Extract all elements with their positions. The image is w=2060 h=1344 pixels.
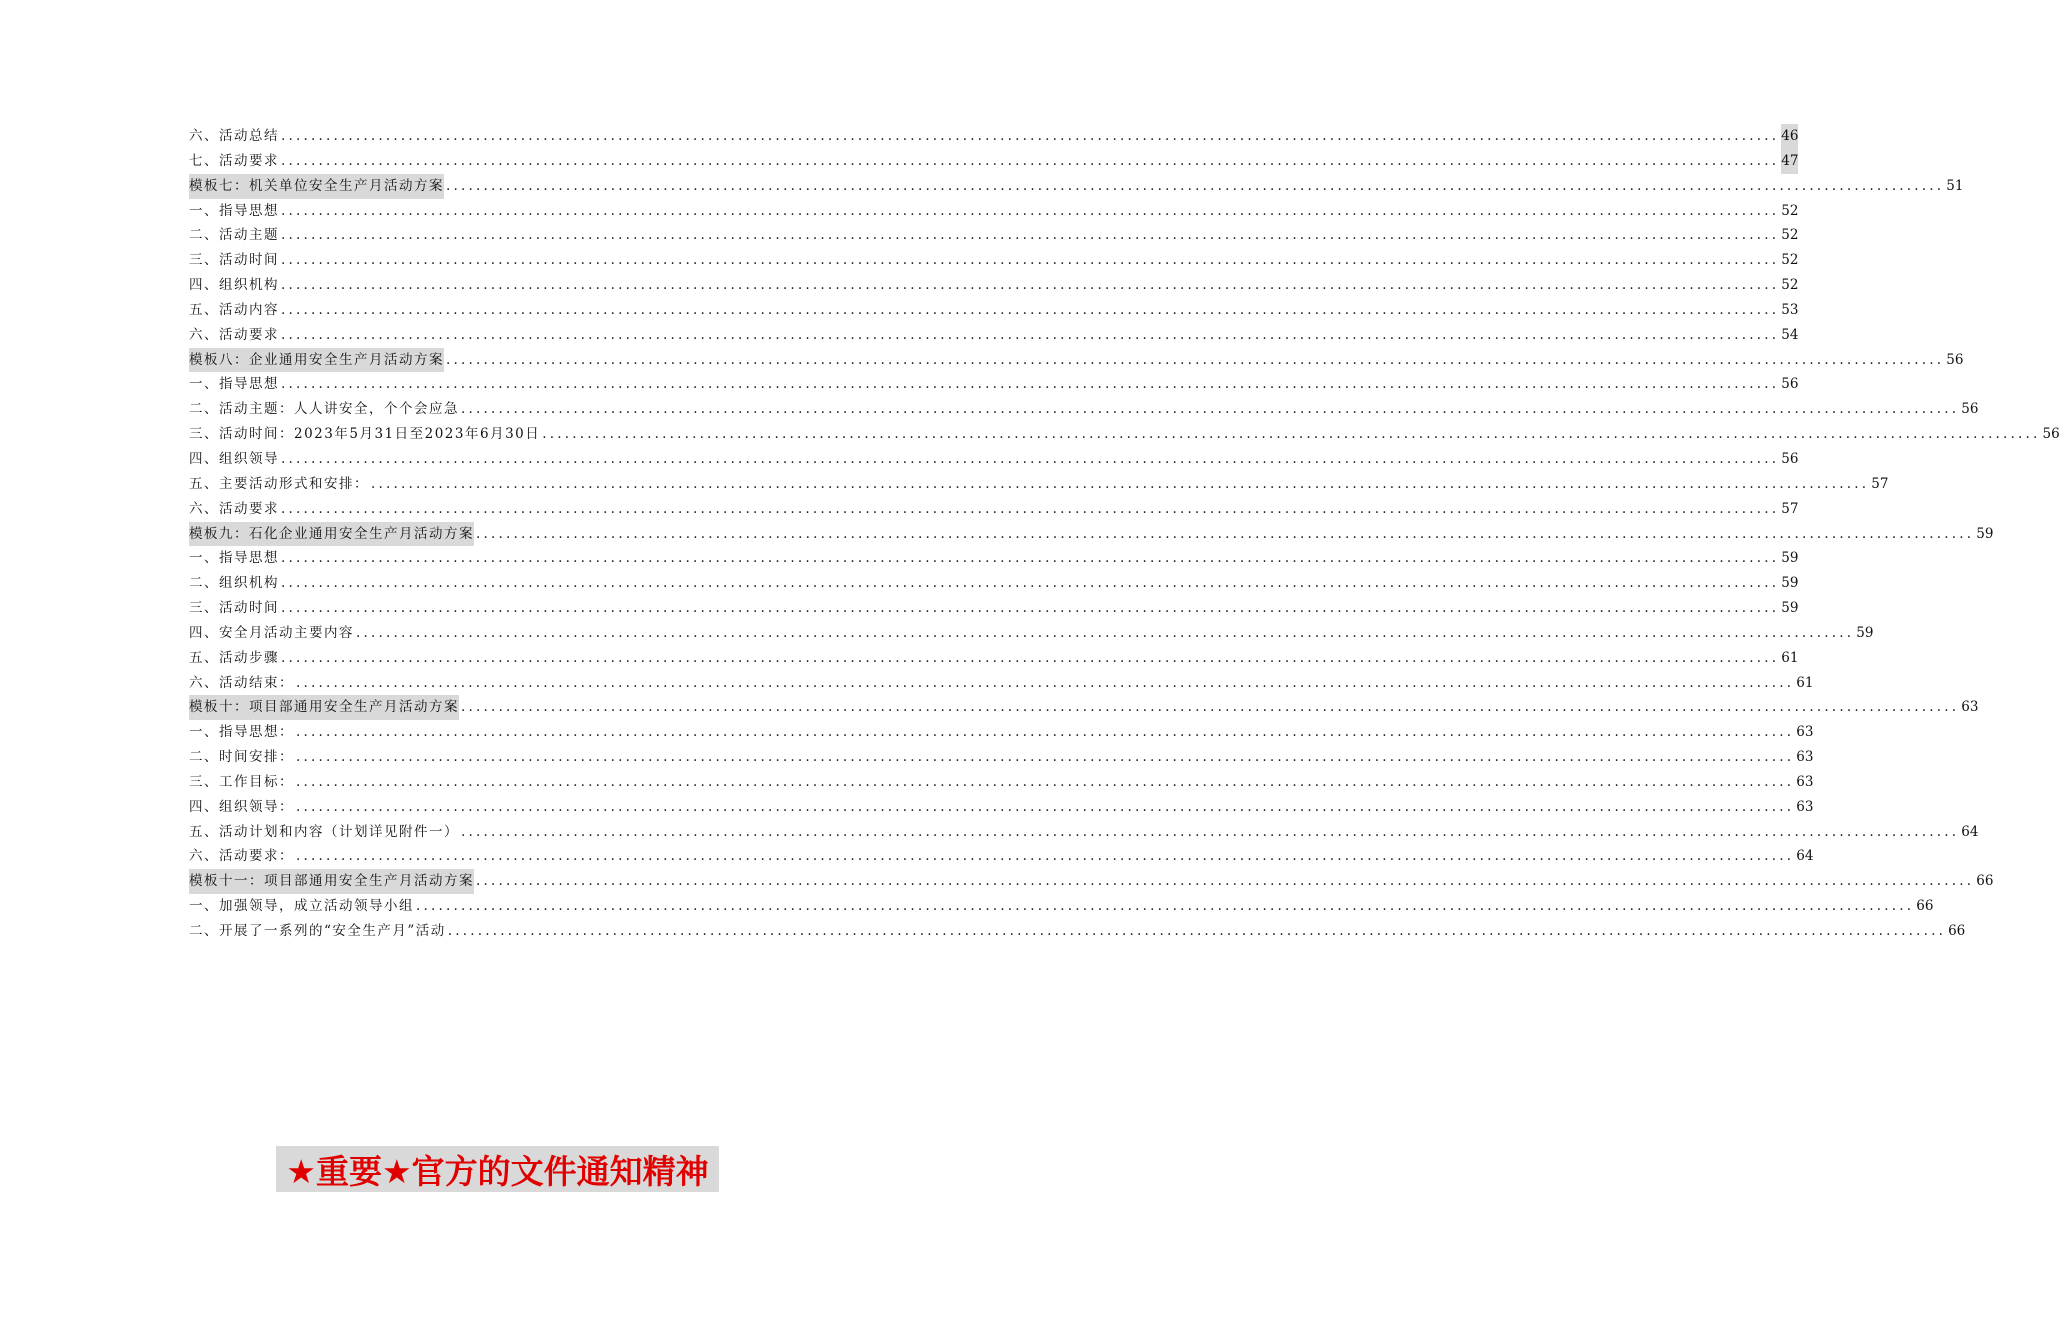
toc-dot-leader: ........................................................................................................................................................................................................ bbox=[446, 351, 1945, 368]
toc-entry-title: 五、主要活动形式和安排： bbox=[189, 475, 369, 492]
toc-dot-leader: ........................................................................................................................................................................................................ bbox=[371, 475, 1870, 492]
toc-dot-leader: ........................................................................................................................................................................................................ bbox=[476, 525, 1975, 542]
toc-dot-leader: ........................................................................................................................................................................................................ bbox=[461, 699, 1960, 716]
toc-entry-title: 二、时间安排： bbox=[189, 749, 294, 766]
toc-entry-title: 模板十：项目部通用安全生产月活动方案 bbox=[189, 695, 459, 720]
toc-entry-title: 模板七：机关单位安全生产月活动方案 bbox=[189, 174, 444, 199]
toc-page-number: 59 bbox=[1976, 525, 1994, 542]
toc-entry[interactable] bbox=[189, 844, 1814, 869]
toc-entry-title: 一、指导思想 bbox=[189, 550, 279, 567]
toc-entry[interactable] bbox=[189, 422, 2060, 447]
toc-page-number: 52 bbox=[1781, 227, 1799, 244]
toc-page-number: 63 bbox=[1796, 773, 1814, 790]
toc-entry-title: 七、活动要求 bbox=[189, 152, 279, 169]
toc-entry[interactable] bbox=[189, 546, 1799, 571]
toc-entry-title: 五、活动步骤 bbox=[189, 649, 279, 666]
toc-page-number: 47 bbox=[1781, 149, 1798, 174]
toc-page-number: 66 bbox=[1976, 873, 1994, 890]
toc-entry[interactable] bbox=[189, 472, 1889, 497]
toc-entry-title: 三、工作目标： bbox=[189, 773, 294, 790]
toc-page-number: 52 bbox=[1781, 277, 1799, 294]
toc-page-number: 64 bbox=[1961, 823, 1979, 840]
toc-page-number: 56 bbox=[2042, 426, 2060, 443]
toc-dot-leader: ........................................................................................................................................................................................................ bbox=[281, 301, 1780, 318]
toc-page-number: 51 bbox=[1946, 177, 1964, 194]
toc-entry-title: 三、活动时间：2023年5月31日至2023年6月30日 bbox=[189, 426, 541, 443]
toc-entry-title: 六、活动总结 bbox=[189, 128, 279, 144]
toc-entry-title: 一、指导思想 bbox=[189, 202, 279, 219]
toc-entry[interactable] bbox=[189, 646, 1799, 671]
toc-page-number: 52 bbox=[1781, 202, 1799, 219]
toc-page-number: 52 bbox=[1781, 252, 1799, 269]
toc-entry[interactable] bbox=[189, 919, 1966, 944]
toc-entry[interactable] bbox=[189, 745, 1814, 770]
toc-entry[interactable] bbox=[189, 199, 1799, 224]
toc-page-number: 56 bbox=[1946, 351, 1964, 368]
toc-page-number: 53 bbox=[1781, 301, 1799, 318]
toc-entry[interactable] bbox=[189, 298, 1799, 323]
toc-dot-leader: ........................................................................................................................................................................................................ bbox=[461, 401, 1960, 418]
toc-dot-leader: ........................................................................................................................................................................................................ bbox=[416, 898, 1915, 915]
toc-dot-leader: ........................................................................................................................................................................................................ bbox=[461, 823, 1960, 840]
toc-entry[interactable] bbox=[189, 149, 1799, 174]
toc-dot-leader: ........................................................................................................................................................................................................ bbox=[281, 227, 1780, 244]
toc-page-number: 57 bbox=[1871, 475, 1889, 492]
toc-dot-leader: ........................................................................................................................................................................................................ bbox=[356, 624, 1855, 641]
toc-section-heading[interactable] bbox=[189, 695, 1979, 720]
toc-dot-leader: ........................................................................................................................................................................................................ bbox=[447, 923, 1947, 939]
toc-page-number: 63 bbox=[1796, 724, 1814, 741]
toc-page-number: 61 bbox=[1781, 649, 1799, 666]
toc-section-heading[interactable] bbox=[189, 348, 1964, 373]
toc-entry-title: 三、活动时间 bbox=[189, 252, 279, 269]
toc-entry-title: 六、活动要求： bbox=[189, 848, 294, 865]
toc-entry-title: 六、活动要求 bbox=[189, 500, 279, 517]
toc-entry-title: 一、指导思想： bbox=[189, 724, 294, 741]
toc-dot-leader: ........................................................................................................................................................................................................ bbox=[281, 550, 1780, 567]
toc-page-number: 63 bbox=[1796, 749, 1814, 766]
important-notice-banner: ★重要★官方的文件通知精神 bbox=[276, 1146, 719, 1192]
toc-page-number: 59 bbox=[1781, 550, 1799, 567]
toc-entry[interactable] bbox=[189, 447, 1799, 472]
toc-dot-leader: ........................................................................................................................................................................................................ bbox=[296, 848, 1795, 865]
toc-section-heading[interactable] bbox=[189, 522, 1994, 547]
toc-page-number: 56 bbox=[1781, 376, 1799, 393]
toc-entry-title: 五、活动内容 bbox=[189, 301, 279, 318]
toc-entry-title: 模板九：石化企业通用安全生产月活动方案 bbox=[189, 522, 474, 547]
toc-page-number: 59 bbox=[1781, 600, 1799, 617]
toc-entry[interactable] bbox=[189, 671, 1814, 696]
toc-page-number: 54 bbox=[1781, 326, 1799, 343]
toc-dot-leader: ........................................................................................................................................................................................................ bbox=[281, 277, 1780, 294]
toc-section-heading[interactable] bbox=[189, 174, 1964, 199]
toc-dot-leader: ........................................................................................................................................................................................................ bbox=[281, 252, 1780, 269]
toc-dot-leader: ........................................................................................................................................................................................................ bbox=[281, 152, 1780, 169]
table-of-contents bbox=[189, 124, 2060, 944]
toc-dot-leader: ........................................................................................................................................................................................................ bbox=[296, 674, 1795, 691]
toc-entry[interactable] bbox=[189, 397, 1979, 422]
toc-entry[interactable] bbox=[189, 372, 1799, 397]
toc-entry-title: 四、组织领导： bbox=[189, 798, 294, 815]
toc-entry-title: 模板十一：项目部通用安全生产月活动方案 bbox=[189, 869, 474, 894]
toc-entry-title: 六、活动结束： bbox=[189, 674, 294, 691]
toc-entry[interactable] bbox=[189, 894, 1934, 919]
toc-entry-title: 二、开展了一系列的“安全生产月”活动 bbox=[189, 923, 446, 939]
toc-page-number: 63 bbox=[1796, 798, 1814, 815]
toc-page-number: 59 bbox=[1856, 624, 1874, 641]
toc-page-number: 63 bbox=[1961, 699, 1979, 716]
toc-entry-title: 五、活动计划和内容（计划详见附件一） bbox=[189, 823, 459, 840]
toc-page-number: 66 bbox=[1916, 898, 1934, 915]
toc-entry-title: 四、组织领导 bbox=[189, 450, 279, 467]
toc-dot-leader: ........................................................................................................................................................................................................ bbox=[281, 326, 1780, 343]
toc-page-number: 64 bbox=[1796, 848, 1814, 865]
toc-entry[interactable] bbox=[189, 124, 1799, 149]
toc-entry[interactable] bbox=[189, 720, 1814, 745]
toc-entry-title: 六、活动要求 bbox=[189, 326, 279, 343]
toc-entry-title: 三、活动时间 bbox=[189, 600, 279, 617]
toc-entry[interactable] bbox=[189, 497, 1799, 522]
toc-page-number: 61 bbox=[1796, 674, 1814, 691]
toc-entry[interactable] bbox=[189, 621, 1874, 646]
toc-dot-leader: ........................................................................................................................................................................................................ bbox=[296, 749, 1795, 766]
toc-dot-leader: ........................................................................................................................................................................................................ bbox=[296, 724, 1795, 741]
toc-entry-title: 一、指导思想 bbox=[189, 376, 279, 393]
toc-entry-title: 二、活动主题 bbox=[189, 227, 279, 244]
toc-entry[interactable] bbox=[189, 273, 1799, 298]
toc-entry-title: 模板八：企业通用安全生产月活动方案 bbox=[189, 348, 444, 373]
toc-page-number: 56 bbox=[1781, 450, 1799, 467]
toc-dot-leader: ........................................................................................................................................................................................................ bbox=[281, 450, 1780, 467]
toc-page-number: 66 bbox=[1948, 923, 1966, 939]
toc-dot-leader: ........................................................................................................................................................................................................ bbox=[281, 600, 1780, 617]
toc-entry[interactable] bbox=[189, 248, 1799, 273]
toc-dot-leader: ........................................................................................................................................................................................................ bbox=[542, 426, 2041, 443]
toc-entry[interactable] bbox=[189, 323, 1799, 348]
toc-entry[interactable] bbox=[189, 571, 1799, 596]
toc-entry-title: 一、加强领导，成立活动领导小组 bbox=[189, 898, 414, 915]
toc-dot-leader: ........................................................................................................................................................................................................ bbox=[281, 376, 1780, 393]
toc-page-number: 56 bbox=[1961, 401, 1979, 418]
toc-dot-leader: ........................................................................................................................................................................................................ bbox=[281, 500, 1780, 517]
toc-entry[interactable] bbox=[189, 223, 1799, 248]
toc-entry[interactable] bbox=[189, 795, 1814, 820]
toc-page-number: 46 bbox=[1781, 124, 1798, 149]
toc-entry-title: 二、活动主题：人人讲安全，个个会应急 bbox=[189, 401, 459, 418]
toc-dot-leader: ........................................................................................................................................................................................................ bbox=[296, 773, 1795, 790]
toc-dot-leader: ........................................................................................................................................................................................................ bbox=[281, 202, 1780, 219]
toc-entry[interactable] bbox=[189, 596, 1799, 621]
toc-dot-leader: ........................................................................................................................................................................................................ bbox=[281, 649, 1780, 666]
toc-entry-title: 四、组织机构 bbox=[189, 277, 279, 294]
toc-entry[interactable] bbox=[189, 820, 1979, 845]
toc-dot-leader: ........................................................................................................................................................................................................ bbox=[281, 128, 1780, 144]
toc-page-number: 59 bbox=[1781, 575, 1799, 592]
toc-entry[interactable] bbox=[189, 770, 1814, 795]
toc-dot-leader: ........................................................................................................................................................................................................ bbox=[446, 177, 1945, 194]
toc-dot-leader: ........................................................................................................................................................................................................ bbox=[281, 575, 1780, 592]
toc-page-number: 57 bbox=[1781, 500, 1799, 517]
toc-dot-leader: ........................................................................................................................................................................................................ bbox=[476, 873, 1975, 890]
toc-entry-title: 四、安全月活动主要内容 bbox=[189, 624, 354, 641]
toc-entry-title: 二、组织机构 bbox=[189, 575, 279, 592]
toc-section-heading[interactable] bbox=[189, 869, 1994, 894]
toc-dot-leader: ........................................................................................................................................................................................................ bbox=[296, 798, 1795, 815]
